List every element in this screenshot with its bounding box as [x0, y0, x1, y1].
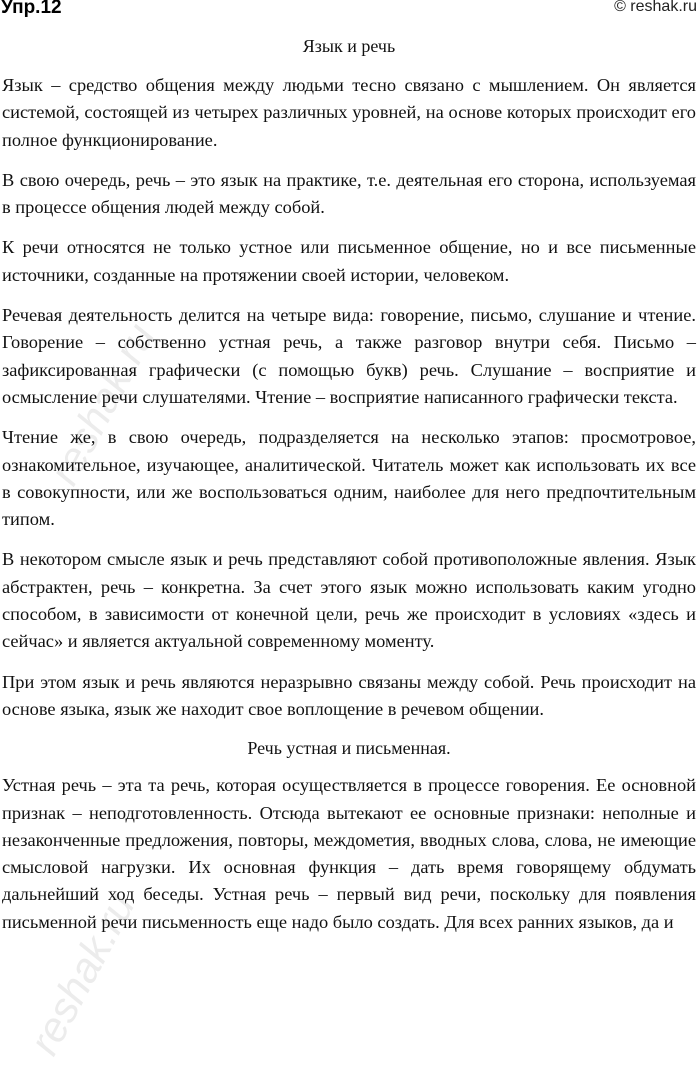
paragraph: Речевая деятельность делится на четыре вида: говорение, письмо, слушание и чтение. Говорение – собственно устная речь, а также разговор внутри себя. Письмо – зафиксированная графически (с помощью букв) речь. Слушание – восприятие и осмысление речи слушателями. Чтение – восприятие написанного графически текста. — [2, 305, 696, 407]
watermark-text: reshak.ru — [40, 315, 164, 493]
section-title-oral-and-written-speech: Речь устная и письменная. — [247, 738, 451, 759]
paragraph: Устная речь – эта та речь, которая осуществляется в процессе говорения. Ее основной признак – неподготовленность. Отсюда вытекают ее основные признаки: неполные и незаконченные предложения, повторы, междометия, вводных слова, слова, не имеющие смысловой нагрузки. Их основная функция – дать время говорящему обдумать дальнейший ход беседы. Устная речь – первый вид речи, поскольку для появления письменной речи письменность еще надо было создать. Для всех ранних языков, да и — [2, 775, 696, 932]
paragraph: При этом язык и речь являются неразрывно связаны между собой. Речь происходит на основе языка, язык же находит свое воплощение в речевом общении. — [2, 671, 696, 719]
watermark-text-lower: reshak.ru — [20, 885, 144, 1063]
paragraph: К речи относятся не только устное или письменное общение, но и все письменные источники, созданные на протяжении своей истории, человеком. — [2, 237, 696, 285]
paragraph: В свою очередь, речь – это язык на практике, т.е. деятельная его сторона, используемая в процессе общения людей между собой. — [2, 169, 696, 218]
page-header — [0, 0, 700, 24]
paragraph: Язык – средство общения между людьми тесно связано с мышлением. Он является системой, состоящей из четырех различных уровней, на основе которых происходит его полное функционирование. — [2, 75, 696, 150]
copyright-notice: © reshak.ru — [614, 0, 697, 15]
paragraph: Чтение же, в свою очередь, подразделяется на несколько этапов: просмотровое, ознакомительное, изучающее, аналитической. Читатель может как использовать их все в совокупности, или же воспользоваться одним, наиболее для него предпочтительным типом. — [2, 427, 696, 530]
paragraph: В некотором смысле язык и речь представляют собой противоположные явления. Язык абстрактен, речь – конкретна. За счет этого язык можно использовать каким угодно способом, в зависимости от конечной цели, речь же происходит в условиях «здесь и сейчас» и является актуальной современному моменту. — [2, 549, 696, 652]
exercise-number: Упр.12 — [1, 0, 62, 18]
section-title-language-and-speech: Язык и речь — [302, 36, 396, 56]
document-body — [2, 34, 696, 949]
